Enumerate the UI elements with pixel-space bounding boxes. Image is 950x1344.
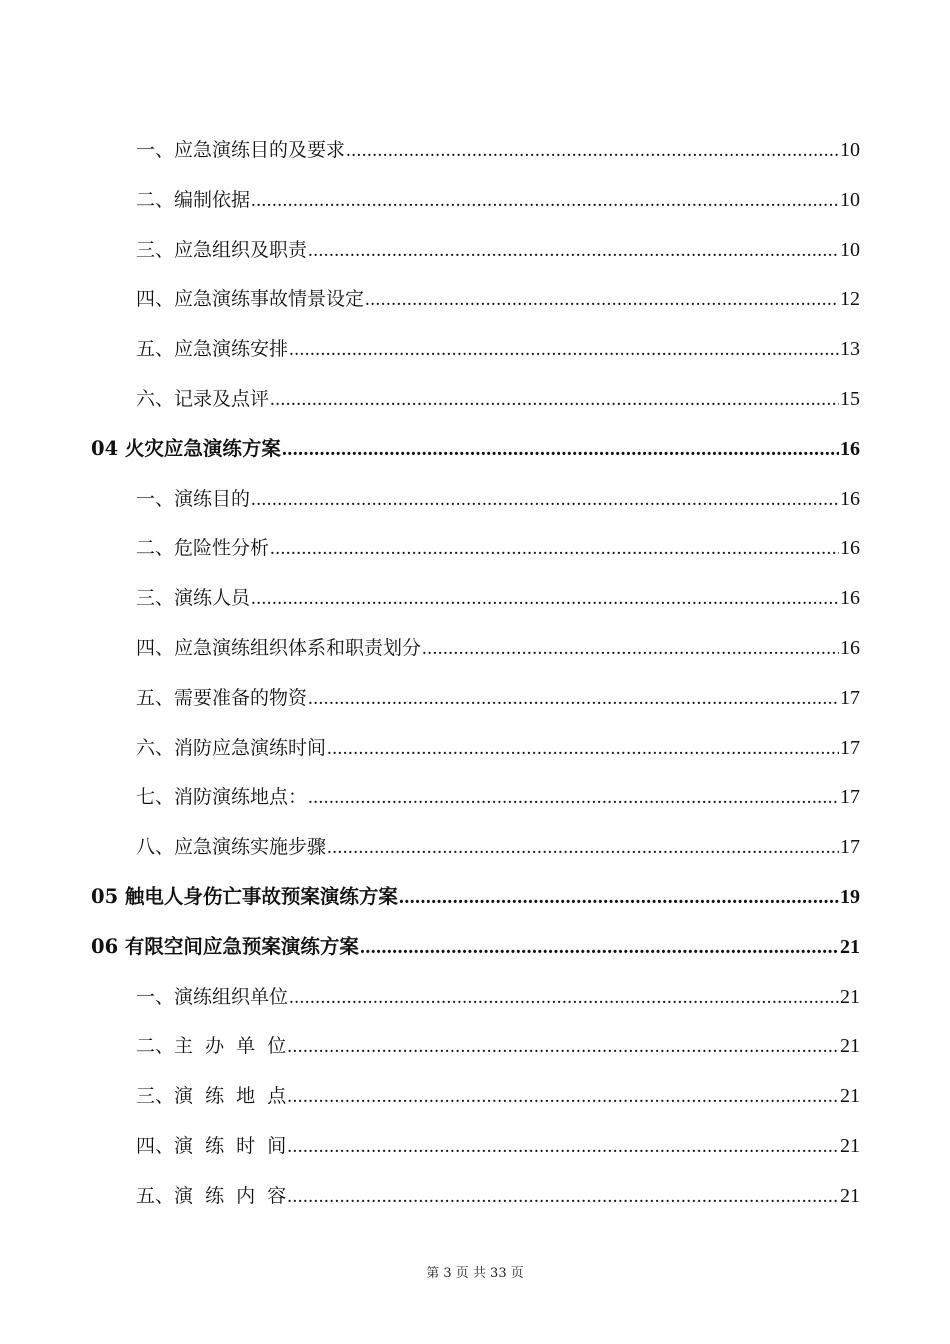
toc-entry-page-number: 16 [840,537,860,559]
toc-entry-label: 二、主 办 单 位 [136,1035,287,1057]
toc-entry-label: 04 火灾应急演练方案 [91,437,281,460]
dot-leader [399,883,839,913]
dot-leader [287,1132,839,1162]
toc-entry-label: 四、应急演练组织体系和职责划分 [136,637,422,659]
toc-entry[interactable] [136,185,860,215]
dot-leader [346,136,839,166]
toc-entry[interactable] [136,384,860,414]
toc-entry-page-number: 13 [840,338,860,360]
toc-entry-page-number: 17 [840,786,860,808]
toc-entry-page-number: 19 [840,886,860,908]
toc-entry[interactable] [136,782,860,812]
toc-entry-label: 五、需要准备的物资 [136,687,308,709]
toc-entry-page-number: 21 [840,1085,860,1107]
toc-entry[interactable] [136,484,860,514]
dot-leader [308,783,839,813]
toc-entry[interactable] [136,533,860,563]
toc-entry-label: 六、记录及点评 [136,388,270,410]
toc-entry-label: 三、演 练 地 点 [136,1085,287,1107]
dot-leader [365,285,839,315]
toc-entry-label: 六、消防应急演练时间 [136,737,327,759]
toc-entry-page-number: 21 [840,1035,860,1057]
toc-entry[interactable] [136,1131,860,1161]
toc-entry-label: 05 触电人身伤亡事故预案演练方案 [91,885,398,908]
toc-entry-page-number: 10 [840,189,860,211]
dot-leader [308,236,839,266]
toc-entry-page-number: 17 [840,687,860,709]
toc-entry[interactable] [136,583,860,613]
toc-entry-label: 四、应急演练事故情景设定 [136,288,365,310]
toc-entry-page-number: 12 [840,288,860,310]
toc-entry-label: 06 有限空间应急预案演练方案 [91,935,359,958]
toc-entry-label: 五、演 练 内 容 [136,1185,287,1207]
toc-entry-label: 三、应急组织及职责 [136,239,308,261]
toc-entry-label: 五、应急演练安排 [136,338,289,360]
toc-entry-label: 二、编制依据 [136,189,251,211]
dot-leader [251,186,839,216]
toc-entry-label: 一、演练组织单位 [136,986,289,1008]
toc-entry-label: 二、危险性分析 [136,537,270,559]
toc-entry-page-number: 21 [840,1185,860,1207]
toc-entry-label: 三、演练人员 [136,587,251,609]
dot-leader [270,385,839,415]
toc-entry-label: 一、演练目的 [136,488,251,510]
toc-entry-page-number: 10 [840,239,860,261]
toc-entry-label: 七、消防演练地点： [136,786,308,808]
dot-leader [287,1082,839,1112]
toc-entry[interactable] [136,135,860,165]
dot-leader [251,584,839,614]
toc-entry[interactable] [136,683,860,713]
toc-entry-page-number: 16 [840,488,860,510]
page-footer: 第 3 页 共 33 页 [426,1266,524,1281]
dot-leader [360,933,839,963]
toc-entry[interactable] [136,1181,860,1211]
toc-entry-page-number: 17 [840,836,860,858]
toc-entry[interactable] [136,1031,860,1061]
dot-leader [287,1032,839,1062]
toc-entry[interactable] [136,633,860,663]
toc-entry[interactable] [136,1081,860,1111]
toc-entry[interactable] [91,434,860,464]
dot-leader [287,1182,839,1212]
toc-entry[interactable] [91,882,860,912]
dot-leader [251,485,839,515]
toc-entry-page-number: 21 [840,936,860,958]
toc-entry-label: 四、演 练 时 间 [136,1135,287,1157]
toc-entry-page-number: 21 [840,986,860,1008]
toc-entry-label: 一、应急演练目的及要求 [136,139,346,161]
toc-entry-page-number: 15 [840,388,860,410]
dot-leader [289,335,839,365]
dot-leader [422,634,839,664]
toc-entry[interactable] [136,733,860,763]
dot-leader [327,833,839,863]
toc-entry[interactable] [136,982,860,1012]
toc-entry[interactable] [91,932,860,962]
toc-entry[interactable] [136,235,860,265]
toc-entry-page-number: 21 [840,1135,860,1157]
toc-entry[interactable] [136,334,860,364]
dot-leader [327,734,839,764]
toc-entry-label: 八、应急演练实施步骤 [136,836,327,858]
toc-entry[interactable] [136,832,860,862]
toc-entry[interactable] [136,284,860,314]
toc-entry-page-number: 16 [840,637,860,659]
dot-leader [282,435,839,465]
dot-leader [289,983,839,1013]
dot-leader [270,534,839,564]
toc-entry-page-number: 17 [840,737,860,759]
toc-entry-page-number: 16 [840,438,860,460]
toc-entry-page-number: 16 [840,587,860,609]
dot-leader [308,684,839,714]
toc-entry-page-number: 10 [840,139,860,161]
